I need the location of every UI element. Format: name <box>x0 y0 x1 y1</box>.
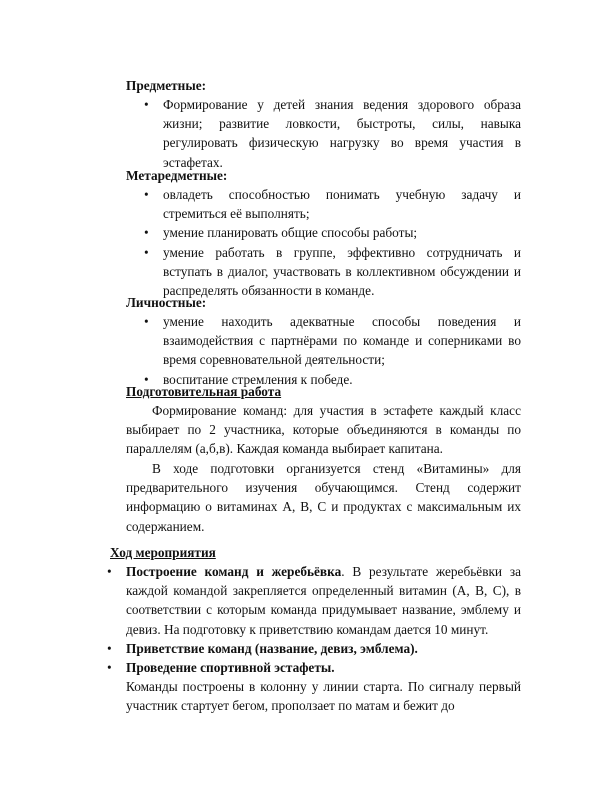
personal-heading: Личностные: <box>126 295 207 310</box>
list-item: • умение работать в группе, эффективно сотрудничать и вступать в диалог, участвовать в коллективном обсуждении и распределять обязанности в команде. <box>144 244 521 299</box>
item-bold: Приветствие команд (название, девиз, эмблема). <box>126 640 418 656</box>
bullet-icon: • <box>107 660 112 676</box>
prep-paragraph-2: В ходе подготовки организуется стенд «Витамины» для предварительного изучения обучающимся. Стенд содержит информацию о витаминах А, В, С и продуктах с максимальным их содержанием. <box>126 461 521 534</box>
bullet-icon: • <box>107 640 112 656</box>
list-item: • Проведение спортивной эстафеты. Команды построены в колонну у линии старта. По сигналу первый участник стартует бегом, проползает по матам и бежит до <box>107 660 521 714</box>
bullet-icon: • <box>144 187 149 202</box>
personal-list <box>144 312 521 389</box>
list-item: • умение находить адекватные способы поведения и взаимодействия с партнёрами по команде и соперниками во время соревновательной деятельности; <box>144 314 521 368</box>
subject-heading: Предметные: <box>126 78 207 93</box>
bullet-icon: • <box>144 314 149 329</box>
list-item: • Формирование у детей знания ведения здорового образа жизни; развитие ловкости, быстроты, силы, навыка регулировать физическую нагрузку во время участия в эстафетах. <box>144 97 521 170</box>
list-item: • овладеть способностью понимать учебную задачу и стремиться её выполнять; <box>144 187 521 222</box>
bullet-icon: • <box>144 244 149 260</box>
list-item <box>107 639 521 658</box>
meta-heading: Метаредметные: <box>126 168 228 183</box>
item-bold: Проведение спортивной эстафеты. <box>126 660 335 676</box>
list-item: • воспитание стремления к победе. <box>163 370 521 389</box>
bullet-icon: • <box>144 371 149 387</box>
list-item: • умение планировать общие способы работы; <box>163 223 521 242</box>
course-heading: Ход мероприятия <box>110 545 216 560</box>
course-list <box>107 562 521 716</box>
bullet-icon: • <box>144 225 149 241</box>
subject-list <box>144 95 521 172</box>
prep-heading: Подготовительная работа <box>126 384 282 399</box>
meta-list <box>144 185 521 300</box>
prep-paragraph-1: Формирование команд: для участия в эстафете каждый класс выбирает по 2 участника, которые объединяются в команды по параллелям (а,б,в). Каждая команда выбирает капитана. <box>126 403 521 457</box>
bullet-icon: • <box>144 97 149 112</box>
bullet-icon: • <box>107 564 112 579</box>
item-bold: Построение команд и жеребьёвка <box>126 564 342 579</box>
list-item: • Построение команд и жеребьёвка. В результате жеребьёвки за каждой командой закрепляется определенный витамин (А, В, С), в соответствии с которым команда придумывает название, эмблему и девиз. На подготовку к приветствию командам дается 10 минут. <box>107 564 521 637</box>
